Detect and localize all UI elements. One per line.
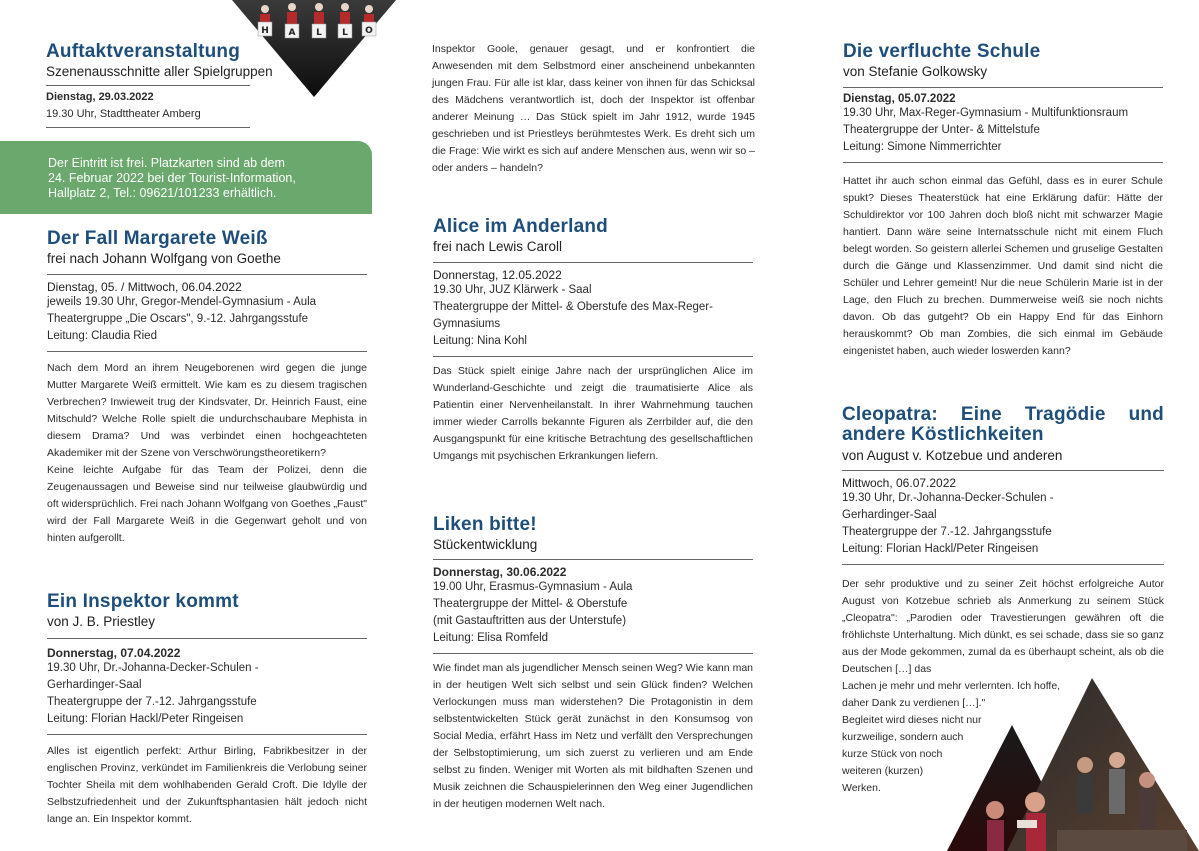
schule-subtitle: von Stefanie Golkowsky: [843, 64, 988, 79]
liken-group: Theatergruppe der Mittel- & Oberstufe: [433, 598, 628, 610]
photo-letter: L: [316, 28, 322, 38]
inspektor-date: Donnerstag, 07.04.2022: [47, 646, 181, 660]
auftakt-title: Auftaktveranstaltung: [46, 41, 241, 62]
cleopatra-lead: Leitung: Florian Hackl/Peter Ringeisen: [842, 543, 1039, 555]
schule-date: Dienstag, 05.07.2022: [843, 93, 956, 105]
cleopatra-text-line: kurzweilige, sondern auch: [842, 731, 964, 743]
schule-lead: Leitung: Simone Nimmerrichter: [843, 141, 1002, 153]
photo-letter: O: [365, 26, 373, 36]
admission-box: [0, 141, 372, 214]
alice-title: Alice im Anderland: [433, 216, 608, 237]
cleopatra-text-line: kurze Stück von noch: [842, 748, 943, 760]
liken-group-2: (mit Gastauftritten aus der Unterstufe): [433, 615, 627, 627]
cleopatra-text-line: Lachen je mehr und mehr verlernten. Ich hoffe,: [842, 680, 1061, 692]
alice-venue: 19.30 Uhr, JUZ Klärwerk - Saal: [433, 284, 592, 296]
cleopatra-text-line: weiteren (kurzen): [842, 765, 924, 777]
liken-lead: Leitung: Elisa Romfeld: [433, 632, 549, 644]
divider: [47, 351, 367, 352]
auftakt-time: 19.30 Uhr, Stadttheater Amberg: [46, 108, 201, 120]
inspektor-group: Theatergruppe der 7.-12. Jahrgangsstufe: [47, 696, 257, 708]
margarete-text-2: Keine leichte Aufgabe für das Team der Polizei, denn die Zeugenaussagen und Beweise sind nur teilweise glaubwürdig und oft widersprüchlich. Frei nach Johann Wolfgang von Goethes „Faust" wird der Fall Margarete Weiß in die Gegenwart geholt und von hinten aufgerollt.: [47, 464, 367, 544]
cleopatra-venue: 19.30 Uhr, Dr.-Johanna-Decker-Schulen -: [842, 492, 1054, 504]
admission-line: Der Eintritt ist frei. Platzkarten sind ab dem: [48, 156, 285, 170]
divider: [47, 638, 367, 639]
alice-group-2: Gymnasiums: [433, 318, 501, 330]
divider: [47, 734, 367, 735]
divider: [46, 85, 250, 86]
auftakt-section: [46, 42, 356, 128]
inspektor-subtitle: von J. B. Priestley: [47, 614, 156, 629]
liken-venue: 19.00 Uhr, Erasmus-Gymnasium - Aula: [433, 581, 633, 593]
divider: [842, 564, 1164, 565]
cleopatra-title-2: andere Köstlichkeiten: [842, 424, 1044, 445]
schule-venue: 19.30 Uhr, Max-Reger-Gymnasium - Multifunktionsraum: [843, 107, 1129, 119]
alice-subtitle: frei nach Lewis Caroll: [433, 239, 563, 254]
cleopatra-date: Mittwoch, 06.07.2022: [842, 476, 957, 490]
margarete-section: [47, 229, 367, 547]
divider: [433, 356, 753, 357]
photo-letter: L: [342, 28, 348, 38]
cleopatra-subtitle: von August v. Kotzebue und anderen: [842, 448, 1063, 463]
margarete-subtitle: frei nach Johann Wolfgang von Goethe: [47, 251, 281, 266]
alice-text: Das Stück spielt einige Jahre nach der ursprünglichen Alice im Wunderland-Geschichte und zeigt die traumatisierte Alice als Patientin einer Nervenheilanstalt. In ihrer Wahrnehmung tauchen immer wieder Carrolls bekannte Figuren als Zerrbilder auf, die den Ausgangspunkt für eine kritische Betrachtung des gesellschaftlichen Umgangs mit psychischen Erkrankungen liefern.: [433, 365, 753, 462]
divider: [843, 87, 1163, 88]
divider: [433, 262, 753, 263]
margarete-title: Der Fall Margarete Weiß: [47, 228, 268, 249]
auftakt-date: Dienstag, 29.03.2022: [46, 91, 154, 103]
cleopatra-text-line: daher Dank zu verdienen […].": [842, 697, 986, 709]
bottom-triangle-photo: [947, 670, 1199, 851]
admission-line: Hallplatz 2, Tel.: 09621/101233 erhältlich.: [48, 186, 277, 200]
admission-line: 24. Februar 2022 bei der Tourist-Information,: [48, 171, 296, 185]
cleopatra-group: Theatergruppe der 7.-12. Jahrgangsstufe: [842, 526, 1052, 538]
cleopatra-venue-2: Gerhardinger-Saal: [842, 509, 937, 521]
divider: [842, 470, 1164, 471]
liken-subtitle: Stückentwicklung: [433, 537, 538, 552]
photo-letter: A: [288, 28, 296, 38]
cleopatra-title: Cleopatra: Eine Tragödie und: [842, 404, 1164, 425]
liken-title: Liken bitte!: [433, 514, 537, 535]
margarete-text: Nach dem Mord an ihrem Neugeborenen wird gegen die junge Mutter Margarete Weiß ermittelt. Wie kam es zu diesem tragischen Verbrechen? Inwieweit trug der Kindsvater, Dr. Heinrich Faust, eine Mitschuld? Welche Rolle spielt die undurchschaubare Mephista in diesem Drama? Und was verbindet einen hochgeachteten Akademiker mit der Szene von Verschwörungstheoretikern?: [47, 362, 367, 459]
margarete-group: Theatergruppe „Die Oscars", 9.-12. Jahrgangsstufe: [47, 313, 309, 325]
inspektor-title: Ein Inspektor kommt: [47, 591, 239, 612]
column-middle: [430, 0, 760, 851]
liken-text: Wie findet man als jugendlicher Mensch seinen Weg? Wie kann man in der heutigen Welt sich selbst und sein Glück finden? Welchen Verlockungen muss man widerstehen? Die Protagonistin in dem selbstentwickelten Stück gerät zunächst in den Konsumsog von Social Media, erfährt Hass im Netz und verfällt den Versprechungen der Selbstoptimierung, um sich zuerst zu verlieren und am Ende selbst zu finden. Weniger mit Worten als mit bildhaften Szenen und Musik zeichnen die Schauspielerinnen den Weg einer Jugendlichen in der heutigen modernen Welt nach.: [433, 662, 753, 810]
alice-lead: Leitung: Nina Kohl: [433, 335, 527, 347]
liken-date: Donnerstag, 30.06.2022: [433, 565, 567, 579]
cleopatra-text-line: Werken.: [842, 782, 881, 794]
margarete-venue: jeweils 19.30 Uhr, Gregor-Mendel-Gymnasium - Aula: [47, 296, 317, 308]
cleopatra-text: Der sehr produktive und zu seiner Zeit höchst erfolgreiche Autor August von Kotzebue schrieb als Anmerkung zu seinem Stück „Cleopatra": „Parodien oder Travestierungen gewähren oft die fröhlichste Unterhaltung. Mich dünkt, es sei schade, dass sie so ganz aus der Mode gekommen, zumal da es überhaupt scheint, als ob die Deutschen […] das: [842, 578, 1164, 675]
inspektor-cont-text: Inspektor Goole, genauer gesagt, und er konfrontiert die Anwesenden mit dem Selbstmord einer anscheinend unbekannten jungen Frau. Für alle ist klar, dass keiner von ihnen für das Schicksal des Mädchens verantwortlich ist, doch der Inspektor ist offenbar anderer Meinung … Das Stück spielt im Jahr 1912, wurde 1945 geschrieben und ist Priestleys berühmtestes Werk. Es dreht sich um die Frage: Wie wirkt es sich auf andere Menschen aus, wenn wir so – oder anders – handeln?: [432, 43, 755, 174]
photo-letter: H: [261, 26, 269, 36]
alice-section: [433, 217, 753, 465]
auftakt-subtitle: Szenenausschnitte aller Spielgruppen: [46, 64, 273, 79]
inspektor-venue-2: Gerhardinger-Saal: [47, 679, 142, 691]
margarete-lead: Leitung: Claudia Ried: [47, 330, 157, 342]
cleopatra-text-line: Begleitet wird dieses nicht nur: [842, 714, 982, 726]
divider: [433, 559, 753, 560]
inspektor-venue: 19.30 Uhr, Dr.-Johanna-Decker-Schulen -: [47, 662, 259, 674]
inspektor-lead: Leitung: Florian Hackl/Peter Ringeisen: [47, 713, 244, 725]
alice-date: Donnerstag, 12.05.2022: [433, 268, 562, 282]
divider: [433, 653, 753, 654]
divider: [843, 162, 1163, 163]
divider: [47, 274, 367, 275]
schule-group: Theatergruppe der Unter- & Mittelstufe: [843, 124, 1040, 136]
inspektor-text: Alles ist eigentlich perfekt: Arthur Birling, Fabrikbesitzer in der englischen Provinz, verkündet im Familienkreis die Verlobung seiner Tochter Sheila mit dem wohlhabenden Gerald Croft. Die Idylle der Selbstzufriedenheit und der Zukunftsphantasien hält jedoch nicht lange an. Ein Inspektor kommt.: [47, 745, 367, 825]
schule-title: Die verfluchte Schule: [843, 41, 1041, 62]
inspektor-continued: [432, 41, 755, 177]
alice-group: Theatergruppe der Mittel- & Oberstufe des Max-Reger-: [433, 301, 713, 313]
column-left: [0, 0, 400, 851]
inspektor-section: [47, 592, 367, 828]
margarete-date: Dienstag, 05. / Mittwoch, 06.04.2022: [47, 280, 242, 294]
schule-text: Hattet ihr auch schon einmal das Gefühl, dass es in eurer Schule spukt? Dieses Theaterstück hat eine Erklärung dafür: Hätte der Schuldirektor vor 100 Jahren doch bloß nicht mit schwarzer Magie hantiert. Dann wäre seine Internatsschule nicht mit einem Fluch belegt worden. So geistern allerlei Schemen und gruselige Gestalten durch die Gänge und Klassenzimmer. Und damit sind nicht die Schüler und Lehrer gemeint! Nur die neue Schülerin Marie ist in der Lage, den Fluch zu brechen. Dummerweise weiß sie noch nichts davon. Ob das gutgeht? Ob ein Happy End für das Einhorn herauskommt? Ob man Zombies, die sich einmal im Gebäude eingenistet haben, auch wieder loswerden kann?: [843, 175, 1163, 357]
liken-section: [433, 515, 753, 813]
divider: [46, 127, 250, 128]
schule-section: [843, 42, 1163, 360]
